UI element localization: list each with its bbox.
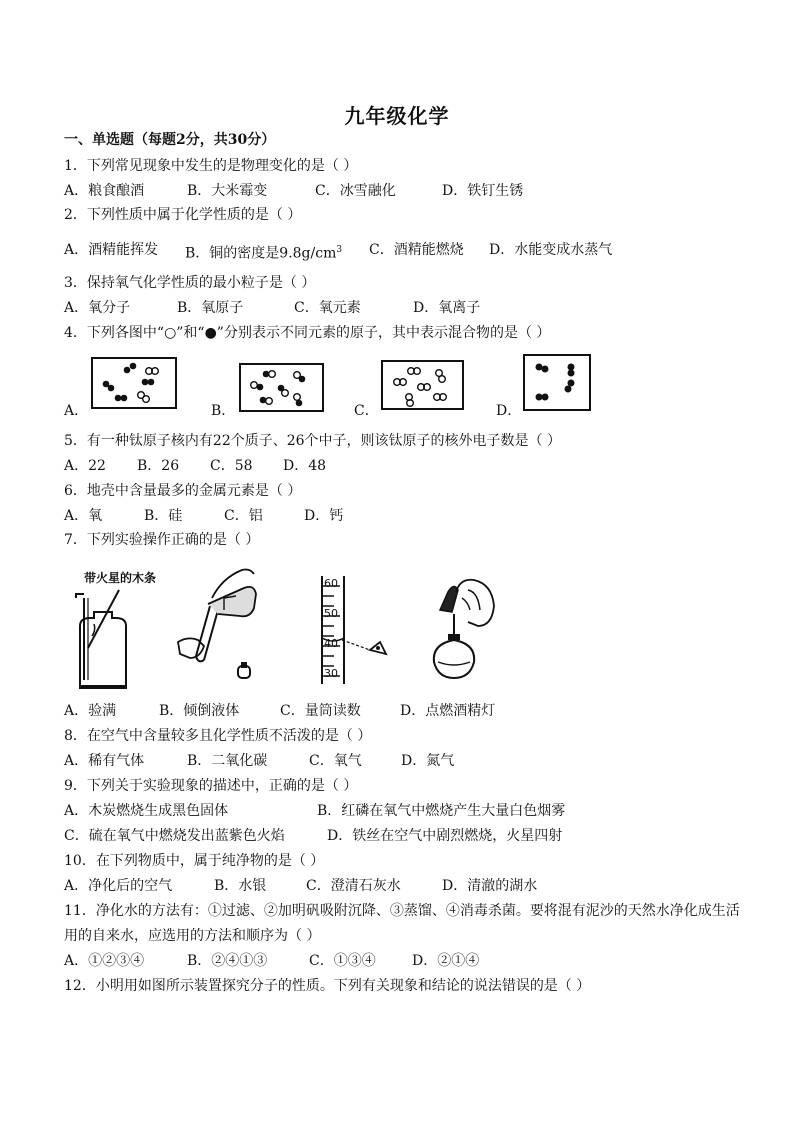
q4-diagram-b (239, 363, 324, 412)
q11-option-d: D．②①④ (412, 953, 480, 969)
q1-option-a: A．粮食酿酒 (64, 183, 145, 199)
q8-option-d: D．氮气 (401, 753, 455, 769)
q6-option-a: A．氧 (64, 508, 103, 524)
q8-option-c: C．氧气 (309, 753, 362, 769)
q7-option-d: D．点燃酒精灯 (400, 703, 496, 719)
scale-50: 50 (324, 607, 338, 620)
q2-superscript: 3 (336, 245, 343, 255)
q9-option-c: C．硫在氧气中燃烧发出蓝紫色火焰 (64, 828, 285, 844)
question-5-stem: 5．有一种钛原子核内有22个质子、26个中子，则该钛原子的核外电子数是（ ） (64, 433, 561, 449)
page-title: 九年级化学 (344, 104, 450, 128)
section-heading: 一、单选题（每题2分，共30分） (64, 132, 276, 148)
q5-option-d: D．48 (283, 458, 327, 474)
q10-option-d: D．清澈的湖水 (442, 878, 538, 894)
q7-image-c-cylinder-reading (292, 574, 402, 686)
q9-option-b: B．红磷在氧气中燃烧产生大量白色烟雾 (317, 803, 566, 819)
q4-diagram-a (91, 357, 177, 409)
question-7-stem: 7．下列实验操作正确的是（ ） (64, 532, 260, 548)
q3-option-c: C．氧元素 (294, 300, 361, 316)
q3-option-b: B．氧原子 (177, 300, 244, 316)
q5-option-a: A．22 (64, 458, 106, 474)
q1-option-d: D．铁钉生锈 (442, 183, 524, 199)
question-9-stem: 9．下列关于实验现象的描述中，正确的是（ ） (64, 778, 358, 794)
q4-diagram-d (523, 354, 591, 411)
q7-image-a-gas-collection (66, 568, 156, 693)
q8-option-a: A．稀有气体 (64, 753, 145, 769)
question-10-stem: 10．在下列物质中，属于纯净物的是（ ） (64, 853, 325, 869)
q7-image-d-alcohol-lamp (418, 570, 508, 685)
q2-option-c: C．酒精能燃烧 (369, 242, 464, 258)
q1-option-b: B．大米霉变 (187, 183, 268, 199)
question-11-stem-line1: 11．净化水的方法有：①过滤、②加明矾吸附沉降、③蒸馏、④消毒杀菌。要将混有泥沙的天然水净化成生活 (64, 903, 740, 919)
q9-option-d: D．铁丝在空气中剧烈燃烧，火星四射 (327, 828, 563, 844)
q2-option-b-text: B．铜的密度是9.8g/cm (185, 245, 337, 262)
q4-option-b: B． (211, 403, 236, 419)
q4-diagram-c (381, 360, 464, 410)
q6-option-b: B．硅 (144, 508, 183, 524)
question-3-stem: 3．保持氧气化学性质的最小粒子是（ ） (64, 275, 316, 291)
scale-60: 60 (324, 577, 338, 590)
q7-option-a: A．验满 (64, 703, 117, 719)
scale-40: 40 (324, 637, 338, 650)
q2-option-a: A．酒精能挥发 (64, 242, 159, 258)
q7-option-c: C．量筒读数 (280, 703, 361, 719)
q10-option-b: B．水银 (214, 878, 267, 894)
q4-option-d: D． (496, 403, 522, 419)
q11-option-a: A．①②③④ (64, 953, 145, 969)
q11-option-b: B．②④①③ (187, 953, 268, 969)
scale-30: 30 (324, 667, 338, 680)
q11-option-c: C．①③④ (309, 953, 376, 969)
q7-image-b-pouring-liquid (164, 568, 264, 683)
q2-option-d: D．水能变成水蒸气 (489, 242, 613, 258)
q3-option-d: D．氧离子 (413, 300, 481, 316)
q10-option-a: A．净化后的空气 (64, 878, 173, 894)
q3-option-a: A．氧分子 (64, 300, 131, 316)
q6-option-c: C．铝 (224, 508, 263, 524)
question-12-stem: 12．小明用如图所示装置探究分子的性质。下列有关现象和结论的说法错误的是（ ） (64, 978, 591, 994)
q5-option-b: B．26 (137, 458, 180, 474)
question-11-stem-line2: 用的自来水，应选用的方法和顺序为（ ） (64, 928, 321, 944)
q8-option-b: B．二氧化碳 (187, 753, 268, 769)
q7-option-b: B．倾倒液体 (159, 703, 240, 719)
q5-option-c: C．58 (210, 458, 253, 474)
question-8-stem: 8．在空气中含量较多且化学性质不活泼的是（ ） (64, 728, 372, 744)
q9-option-a: A．木炭燃烧生成黑色固体 (64, 803, 229, 819)
q1-option-c: C．冰雪融化 (315, 183, 396, 199)
q7-splint-label: 带火星的木条 (84, 571, 157, 585)
question-1-stem: 1．下列常见现象中发生的是物理变化的是（ ） (64, 158, 358, 174)
question-6-stem: 6．地壳中含量最多的金属元素是（ ） (64, 483, 302, 499)
q2-option-b (185, 241, 342, 263)
q4-option-c: C． (354, 403, 379, 419)
q6-option-d: D．钙 (304, 508, 344, 524)
q10-option-c: C．澄清石灰水 (306, 878, 401, 894)
question-2-stem: 2．下列性质中属于化学性质的是（ ） (64, 207, 302, 223)
q4-option-a: A． (64, 403, 89, 419)
question-4-stem: 4．下列各图中“○”和“●”分别表示不同元素的原子，其中表示混合物的是（ ） (64, 325, 551, 341)
